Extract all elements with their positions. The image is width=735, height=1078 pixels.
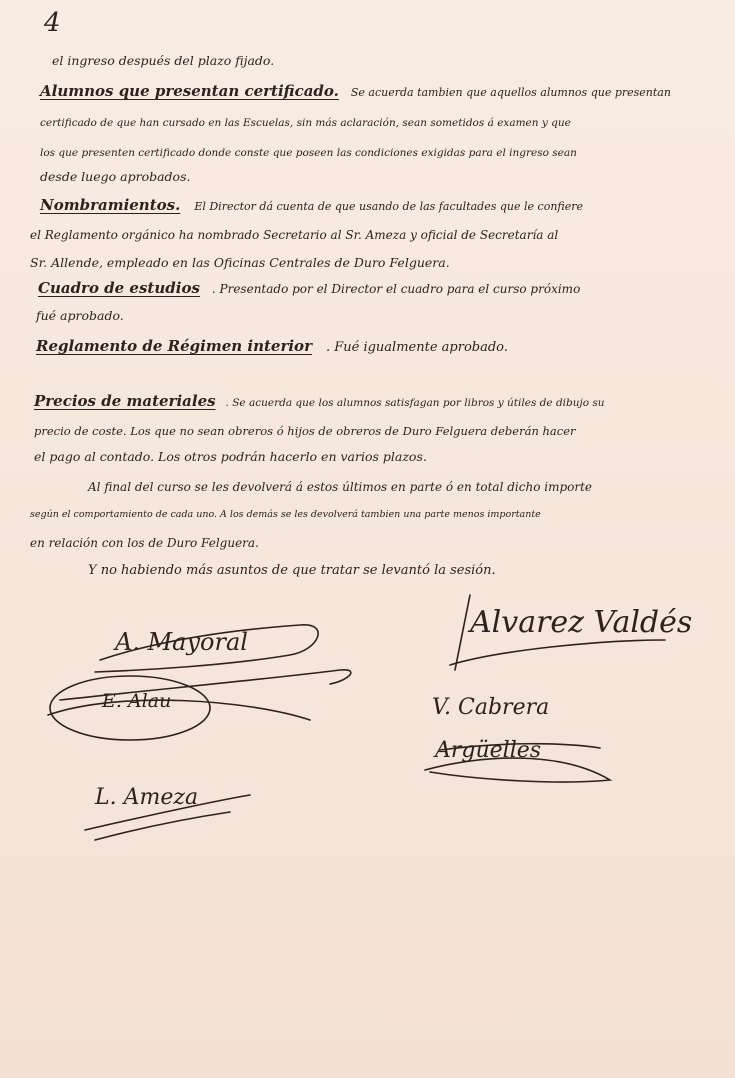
section-heading-nombramientos: Nombramientos. [40, 196, 181, 214]
line-text: en relación con los de Duro Felguera. [30, 536, 259, 550]
line-text: . Presentado por el Director el cuadro para el curso próximo [211, 282, 581, 296]
signature-2: E. Alau [102, 690, 172, 712]
line-text: El Director dá cuenta de que usando de las facultades que le confiere [194, 200, 584, 213]
line-text: los que presenten certificado donde conste que poseen las condiciones exigidas para el ingreso sean [40, 147, 577, 159]
signature-5: V. Cabrera [432, 695, 550, 720]
section-heading-precios: Precios de materiales [34, 392, 216, 410]
signature-3: L. Ameza [95, 785, 199, 810]
section-heading-reglamento: Reglamento de Régimen interior [36, 337, 312, 355]
page-number: 4 [44, 8, 61, 38]
line-text: certificado de que han cursado en las Escuelas, sin más aclaración, sean sometidos á examen y que [40, 117, 571, 129]
line-text: precio de coste. Los que no sean obreros ó hijos de obreros de Duro Felguera deberán hacer [34, 424, 576, 438]
line-text: . Fué igualmente aprobado. [325, 340, 508, 355]
section-heading-alumnos: Alumnos que presentan certificado. [40, 82, 339, 100]
line-text: Y no habiendo más asuntos de que tratar se levantó la sesión. [88, 563, 496, 578]
section-heading-cuadro: Cuadro de estudios [38, 279, 200, 297]
line-text: el ingreso después del plazo fijado. [52, 53, 275, 68]
line-text: Al final del curso se les devolverá á estos últimos en parte ó en total dicho importe [88, 480, 593, 494]
line-text: desde luego aprobados. [40, 169, 191, 184]
line-text: Sr. Allende, empleado en las Oficinas Centrales de Duro Felguera. [30, 255, 450, 270]
line-text: fué aprobado. [36, 308, 124, 323]
line-text: según el comportamiento de cada uno. A los demás se les devolverá tambien una parte menos importante [30, 509, 541, 520]
line-text: Se acuerda tambien que aquellos alumnos que presentan [350, 86, 671, 99]
signature-6: Argüelles [435, 738, 542, 763]
line-text: el pago al contado. Los otros podrán hacerlo en varios plazos. [34, 449, 427, 464]
signature-4: Alvarez Valdés [470, 605, 693, 640]
line-text: el Reglamento orgánico ha nombrado Secretario al Sr. Ameza y oficial de Secretaría al [30, 228, 559, 242]
signature-1: A. Mayoral [115, 628, 248, 656]
line-text: . Se acuerda que los alumnos satisfagan por libros y útiles de dibujo su [225, 397, 605, 409]
